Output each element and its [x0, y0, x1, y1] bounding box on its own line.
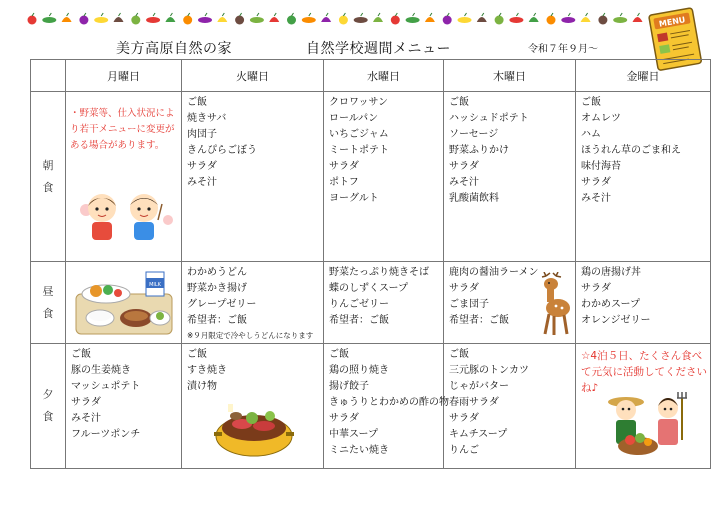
vegetable-leaf-icon: [119, 13, 121, 16]
vegetable-leaf-icon: [84, 13, 86, 16]
vegetable-leaf-icon: [240, 13, 242, 16]
menu-item: ご飯: [329, 349, 349, 360]
menu-item: ハム: [581, 129, 601, 140]
vegetable-icon: [62, 17, 72, 22]
vegetable-leaf-icon: [188, 13, 190, 16]
vegetable-leaf-icon: [603, 13, 605, 16]
day-header-row: [31, 60, 711, 92]
lunch-tue-items: [182, 262, 323, 329]
vegetable-icon: [235, 16, 244, 25]
vegetable-icon: [391, 16, 400, 25]
date-label: 令和７年９月～: [528, 44, 598, 55]
menu-item: ロールパン: [329, 113, 379, 124]
menu-item: サラダ: [187, 161, 217, 172]
menu-title: 自然学校週間メニュー: [306, 41, 451, 57]
vegetable-icon: [529, 17, 539, 22]
menu-item: グレープゼリー: [187, 299, 257, 310]
lunch-fri: [576, 262, 711, 344]
vegetable-leaf-icon: [586, 13, 588, 16]
menu-item: すき焼き: [187, 365, 227, 376]
vegetable-icon: [79, 16, 88, 25]
meal-label-lunch: 昼 食: [31, 262, 66, 344]
menu-item: ごま団子: [449, 299, 489, 310]
vegetable-icon: [302, 17, 316, 23]
lunch-tue: [182, 262, 324, 344]
vegetable-icon: [581, 17, 591, 22]
menu-item: りんご: [449, 445, 479, 456]
dinner-mon: [66, 344, 182, 469]
breakfast-row: [31, 92, 711, 262]
menu-item: ミニたい焼き: [329, 445, 389, 456]
vegetable-leaf-icon: [638, 13, 640, 16]
menu-item: 肉団子: [187, 129, 217, 140]
vegetable-icon: [354, 17, 368, 23]
vegetable-icon: [443, 16, 452, 25]
menu-item: フルーツポンチ: [71, 429, 141, 440]
vegetable-leaf-icon: [170, 13, 172, 16]
vegetable-leaf-icon: [361, 13, 363, 16]
menu-item: みそ汁: [187, 177, 217, 188]
menu-item: きゅうりとわかめの酢の物: [329, 397, 449, 408]
lunch-row: [31, 262, 711, 344]
vegetable-icon: [509, 17, 523, 23]
vegetable-leaf-icon: [534, 13, 536, 16]
menu-item: 焼きサバ: [187, 113, 227, 124]
menu-item: 鶏の唐揚げ丼: [581, 267, 641, 278]
vegetable-leaf-icon: [274, 13, 276, 16]
dinner-wed: [324, 344, 449, 469]
vegetable-icon: [458, 17, 472, 23]
menu-item: サラダ: [329, 161, 359, 172]
lunch-thu: [444, 262, 576, 344]
vegetable-leaf-icon: [395, 13, 397, 16]
breakfast-thu: [444, 92, 576, 262]
menu-item: ミートポテト: [329, 145, 389, 156]
menu-item: 揚げ餃子: [329, 381, 369, 392]
vegetable-icon: [613, 17, 627, 23]
weekly-menu-table: [30, 59, 711, 469]
day-header-wed: 水曜日: [324, 60, 444, 92]
menu-item: ご飯: [71, 349, 91, 360]
menu-item: じゃがバター: [449, 381, 509, 392]
menu-item: ポトフ: [329, 177, 359, 188]
menu-item: 味付海苔: [581, 161, 621, 172]
breakfast-wed: [324, 92, 444, 262]
menu-item: 野菜かき揚げ: [187, 283, 247, 294]
vegetable-leaf-icon: [309, 13, 311, 16]
vegetable-icon: [287, 16, 296, 25]
menu-item: みそ汁: [449, 177, 479, 188]
vegetable-leaf-icon: [413, 13, 415, 16]
breakfast-wed-items: [324, 92, 443, 207]
facility-title: 美方高原自然の家: [116, 41, 232, 57]
menu-item: サラダ: [581, 177, 611, 188]
vegetable-leaf-icon: [136, 13, 138, 16]
vegetable-leaf-icon: [447, 13, 449, 16]
lunch-wed-items: [324, 262, 443, 329]
breakfast-fri-items: [576, 92, 710, 207]
menu-board-label: MENU: [658, 15, 687, 29]
vegetable-icon: [146, 17, 160, 23]
vegetable-border: [26, 12, 654, 26]
day-header-tue: 火曜日: [182, 60, 324, 92]
vegetable-icon: [339, 16, 348, 25]
children-eating-illustration: [72, 190, 176, 242]
menu-item: みそ汁: [581, 193, 611, 204]
menu-item: サラダ: [449, 413, 479, 424]
vegetable-icon: [477, 17, 487, 22]
menu-item: わかめうどん: [187, 267, 247, 278]
vegetable-icon: [269, 17, 279, 22]
dinner-row: [31, 344, 711, 469]
vegetable-leaf-icon: [257, 13, 259, 16]
vegetable-icon: [94, 17, 108, 23]
menu-item: みそ汁: [71, 413, 101, 424]
menu-item: 蝶のしずくスープ: [329, 283, 408, 294]
vegetable-leaf-icon: [499, 13, 501, 16]
vegetable-leaf-icon: [343, 13, 345, 16]
vegetable-icon: [373, 17, 383, 22]
dinner-fri: [576, 344, 711, 469]
vegetable-leaf-icon: [222, 13, 224, 16]
vegetable-leaf-icon: [516, 13, 518, 16]
vegetable-icon: [250, 17, 264, 23]
meal-label-dinner: 夕 食: [31, 344, 66, 469]
day-header-mon: 月曜日: [66, 60, 182, 92]
menu-item: マッシュポテト: [71, 381, 141, 392]
farmers-harvest-illustration: [598, 390, 694, 462]
menu-change-note: ・野菜等、仕入状況により若干メニューに変更がある場合があります。: [70, 108, 175, 151]
vegetable-leaf-icon: [430, 13, 432, 16]
menu-item: 中華スープ: [329, 429, 378, 440]
menu-item: サラダ: [449, 283, 479, 294]
menu-item: いちごジャム: [329, 129, 389, 140]
corner-cell: [31, 60, 66, 92]
vegetable-icon: [183, 16, 192, 25]
menu-item: クロワッサン: [329, 97, 388, 108]
school-lunch-tray-illustration: [72, 268, 176, 338]
menu-item: キムチスープ: [449, 429, 508, 440]
vegetable-icon: [42, 17, 56, 23]
lunch-wed: [324, 262, 444, 344]
vegetable-leaf-icon: [378, 13, 380, 16]
menu-item: 希望者：ご飯: [449, 315, 509, 326]
breakfast-fri: [576, 92, 711, 262]
menu-item: 野菜たっぷり焼きそば: [329, 267, 429, 278]
vegetable-leaf-icon: [620, 13, 622, 16]
menu-item: 漬け物: [187, 381, 217, 392]
vegetable-icon: [28, 16, 37, 25]
menu-item: 乳酸菌飲料: [449, 193, 499, 204]
dinner-mon-items: [66, 344, 181, 443]
vegetable-leaf-icon: [482, 13, 484, 16]
menu-item: サラダ: [449, 161, 479, 172]
menu-item: ご飯: [449, 97, 469, 108]
dinner-tue-items: [182, 344, 323, 395]
vegetable-leaf-icon: [205, 13, 207, 16]
vegetable-leaf-icon: [292, 13, 294, 16]
vegetable-leaf-icon: [465, 13, 467, 16]
menu-item: ほうれん草のごま和え: [581, 145, 681, 156]
lunch-fri-items: [576, 262, 710, 329]
vegetable-icon: [114, 17, 124, 22]
menu-item: 希望者：ご飯: [187, 315, 247, 326]
menu-item: ご飯: [449, 349, 469, 360]
dinner-tue: [182, 344, 324, 469]
menu-item: 鹿肉の醤油ラーメン: [449, 267, 539, 278]
menu-item: 春雨サラダ: [449, 397, 499, 408]
menu-item: 三元豚のトンカツ: [449, 365, 529, 376]
menu-item: サラダ: [71, 397, 101, 408]
menu-item: りんごゼリー: [329, 299, 389, 310]
menu-item: 鶏の照り焼き: [329, 365, 389, 376]
menu-item: サラダ: [329, 413, 359, 424]
menu-item: きんぴらごぼう: [187, 145, 257, 156]
deer-illustration: [536, 272, 572, 338]
menu-item: ご飯: [187, 349, 207, 360]
vegetable-leaf-icon: [551, 13, 553, 16]
menu-item: ご飯: [187, 97, 207, 108]
vegetable-leaf-icon: [101, 13, 103, 16]
vegetable-leaf-icon: [568, 13, 570, 16]
vegetable-icon: [217, 17, 227, 22]
vegetable-icon: [321, 17, 331, 22]
vegetable-leaf-icon: [32, 13, 34, 16]
vegetable-leaf-icon: [67, 13, 69, 16]
breakfast-tue-items: [182, 92, 323, 191]
breakfast-mon: [66, 92, 182, 262]
menu-item: 希望者：ご飯: [329, 315, 389, 326]
menu-item: ソーセージ: [449, 129, 499, 140]
day-header-fri: 金曜日: [576, 60, 711, 92]
vegetable-icon: [165, 17, 175, 22]
vegetable-leaf-icon: [49, 13, 51, 16]
vegetable-icon: [598, 16, 607, 25]
menu-item: オレンジゼリー: [581, 315, 651, 326]
milk-carton-label: MILK: [149, 282, 161, 288]
meal-label-breakfast: 朝 食: [31, 92, 66, 262]
sukiyaki-pot-illustration: [212, 394, 296, 462]
breakfast-tue: [182, 92, 324, 262]
menu-item: わかめスープ: [581, 299, 640, 310]
vegetable-icon: [425, 17, 435, 22]
breakfast-thu-items: [444, 92, 575, 207]
day-header-thu: 木曜日: [444, 60, 576, 92]
menu-item: 野菜ふりかけ: [449, 145, 509, 156]
vegetable-icon: [495, 16, 504, 25]
menu-item: ヨーグルト: [329, 193, 379, 204]
vegetable-leaf-icon: [153, 13, 155, 16]
vegetable-icon: [198, 17, 212, 23]
menu-item: 豚の生姜焼き: [71, 365, 131, 376]
dinner-thu-items: [444, 344, 575, 459]
dinner-wed-items: [324, 344, 449, 459]
menu-item: ご飯: [581, 97, 601, 108]
lunch-tue-note: ※９月限定で冷やしうどんになります: [187, 331, 314, 340]
vegetable-icon: [406, 17, 420, 23]
vegetable-icon: [547, 16, 556, 25]
vegetable-leaf-icon: [326, 13, 328, 16]
closing-message: ☆4泊５日、たくさん食べて元気に活動してくださいね♪: [581, 350, 707, 394]
vegetable-icon: [561, 17, 575, 23]
menu-item: ハッシュドポテト: [449, 113, 529, 124]
vegetable-icon: [633, 17, 643, 22]
menu-item: オムレツ: [581, 113, 621, 124]
lunch-mon: [66, 262, 182, 344]
menu-item: サラダ: [581, 283, 611, 294]
vegetable-icon: [131, 16, 140, 25]
dinner-thu: [444, 344, 576, 469]
